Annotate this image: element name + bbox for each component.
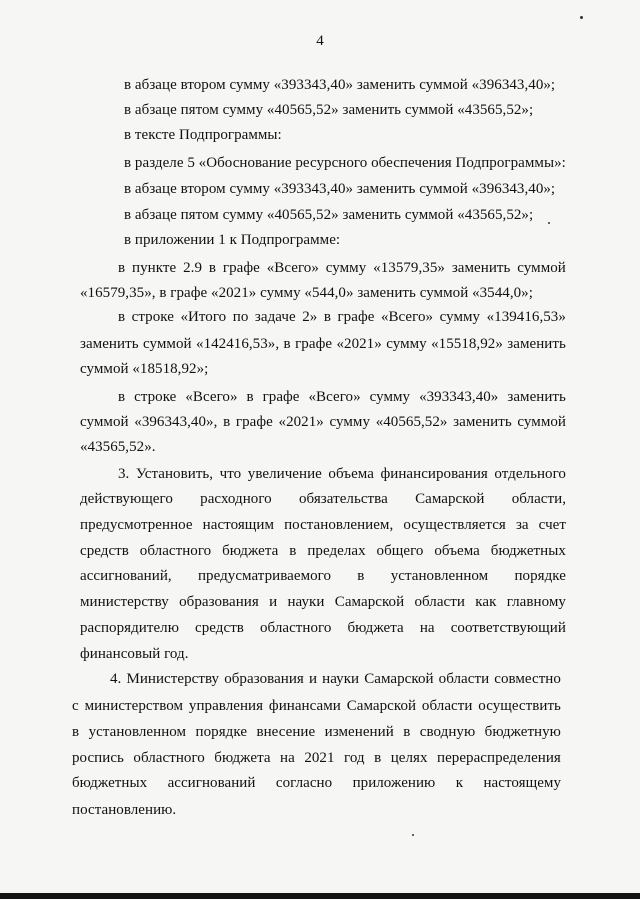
document-line: «43565,52».	[80, 439, 156, 455]
document-line: с министерством управления финансами Самарской области осуществить	[72, 698, 561, 714]
document-line: 4. Министерству образования и науки Самарской области совместно	[110, 671, 561, 687]
document-line: 3. Установить, что увеличение объема финансирования отдельного	[118, 466, 566, 482]
document-line: в установленном порядке внесение изменений в сводную бюджетную	[72, 724, 561, 740]
document-line: в абзаце втором сумму «393343,40» заменить суммой «396343,40»;	[124, 181, 556, 197]
document-line: роспись областного бюджета на 2021 год в целях перераспределения	[72, 750, 561, 766]
document-line: «16579,35», в графе «2021» сумму «544,0» заменить суммой «3544,0»;	[80, 285, 533, 301]
document-line: в абзаце пятом сумму «40565,52» заменить суммой «43565,52»;	[124, 102, 534, 118]
document-line: в разделе 5 «Обоснование ресурсного обеспечения Подпрограммы»:	[124, 155, 566, 171]
document-line: в приложении 1 к Подпрограмме:	[124, 232, 341, 248]
scan-speck	[412, 834, 414, 836]
document-line: в строке «Итого по задаче 2» в графе «Всего» сумму «139416,53»	[118, 309, 566, 325]
page-number: 4	[316, 33, 324, 49]
document-line: в абзаце втором сумму «393343,40» заменить суммой «396343,40»;	[124, 77, 556, 93]
document-line: суммой «18518,92»;	[80, 361, 209, 377]
document-line: министерству образования и науки Самарской области как главному	[80, 594, 566, 610]
document-line: бюджетных ассигнований согласно приложению к настоящему	[72, 775, 561, 791]
document-line: в строке «Всего» в графе «Всего» сумму «393343,40» заменить	[118, 389, 566, 405]
document-line: средств областного бюджета в пределах общего объема бюджетных	[80, 543, 566, 559]
document-line: в пункте 2.9 в графе «Всего» сумму «13579,35» заменить суммой	[118, 260, 566, 276]
document-line: в тексте Подпрограммы:	[124, 127, 282, 143]
document-line: финансовый год.	[80, 646, 189, 662]
document-line: ассигнований, предусматриваемого в установленном порядке	[80, 568, 566, 584]
document-line: в абзаце пятом сумму «40565,52» заменить суммой «43565,52»;	[124, 207, 534, 223]
document-line: постановлению.	[72, 802, 177, 818]
document-line: предусмотренное настоящим постановлением, осуществляется за счет	[80, 517, 566, 533]
scan-edge-bar	[0, 893, 640, 899]
document-line: суммой «396343,40», в графе «2021» сумму «40565,52» заменить суммой	[80, 414, 566, 430]
scan-speck	[548, 222, 550, 224]
document-line: действующего расходного обязательства Самарской области,	[80, 491, 566, 507]
document-line: заменить суммой «142416,53», в графе «2021» сумму «15518,92» заменить	[80, 336, 566, 352]
document-line: распорядителю средств областного бюджета на соответствующий	[80, 620, 566, 636]
scan-speck	[580, 16, 583, 19]
